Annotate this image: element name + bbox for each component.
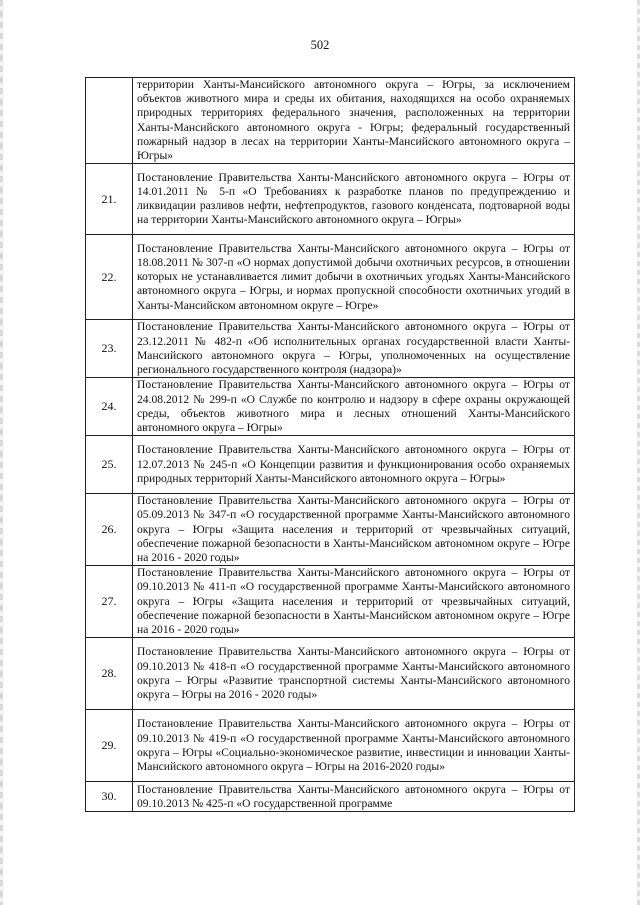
- table-row: [86, 78, 575, 164]
- row-number: 21.: [86, 164, 133, 235]
- row-number: [86, 78, 133, 164]
- row-number: 23.: [86, 320, 133, 378]
- row-text: Постановление Правительства Ханты-Мансийского автономного округа – Югры от 09.10.2013 № 419-п «О государственной программе Ханты-Мансийского автономного округа – Югры «Социально-экономическое развитие, инвестиции и инновации Ханты-Мансийского автономного округа – Югры на 2016-2020 годы»: [133, 710, 575, 782]
- row-number: 25.: [86, 436, 133, 494]
- legal-acts-table: [85, 77, 575, 812]
- row-text: территории Ханты-Мансийского автономного округа – Югры, за исключением объектов животного мира и среды их обитания, находящихся на особо охраняемых природных территориях федерального значения, расположенных на территории Ханты-Мансийского автономного округа - Югры; федеральный государственный пожарный надзор в лесах на территории Ханты-Мансийского автономного округа – Югры»: [133, 78, 575, 164]
- row-number: 24.: [86, 378, 133, 436]
- table-row: [86, 164, 575, 235]
- row-number: 26.: [86, 494, 133, 566]
- table-row: [86, 378, 575, 436]
- row-number: 22.: [86, 235, 133, 320]
- row-text: Постановление Правительства Ханты-Мансийского автономного округа – Югры от 18.08.2011 № 307-п «О нормах допустимой добычи охотничьих ресурсов, в отношении которых не устанавливается лимит добычи в охотничьих угодьях Ханты-Мансийского автономного округа – Югры, и нормах пропускной способности охотничьих угодий в Ханты-Мансийском автономном округе – Югре»: [133, 235, 575, 320]
- row-number: 28.: [86, 638, 133, 710]
- table-row: [86, 320, 575, 378]
- row-text: Постановление Правительства Ханты-Мансийского автономного округа – Югры от 09.10.2013 № 411-п «О государственной программе Ханты-Мансийского автономного округа – Югры «Защита населения и территорий от чрезвычайных ситуаций, обеспечение пожарной безопасности в Ханты-Мансийском автономном округе – Югре на 2016 - 2020 годы»: [133, 566, 575, 638]
- table-row: [86, 494, 575, 566]
- row-text: Постановление Правительства Ханты-Мансийского автономного округа – Югры от 05.09.2013 № 347-п «О государственной программе Ханты-Мансийского автономного округа – Югры «Защита населения и территорий от чрезвычайных ситуаций, обеспечение пожарной безопасности в Ханты-Мансийском автономном округе – Югре на 2016 - 2020 годы»: [133, 494, 575, 566]
- page-number: 502: [310, 38, 330, 52]
- row-text: Постановление Правительства Ханты-Мансийского автономного округа – Югры от 12.07.2013 № 245-п «О Концепции развития и функционирования особо охраняемых природных территорий Ханты-Мансийского автономного округа – Югры»: [133, 436, 575, 494]
- row-text: Постановление Правительства Ханты-Мансийского автономного округа – Югры от 24.08.2012 № 299-п «О Службе по контролю и надзору в сфере охраны окружающей среды, объектов животного мира и лесных отношений Ханты-Мансийского автономного округа – Югры»: [133, 378, 575, 436]
- table-row: [86, 638, 575, 710]
- scan-edge-left: [0, 0, 3, 905]
- row-number: 29.: [86, 710, 133, 782]
- row-text: Постановление Правительства Ханты-Мансийского автономного округа – Югры от 09.10.2013 № 418-п «О государственной программе Ханты-Мансийского автономного округа – Югры «Развитие транспортной системы Ханты-Мансийского автономного округа – Югры на 2016 - 2020 годы»: [133, 638, 575, 710]
- table-row: [86, 436, 575, 494]
- row-number: 30.: [86, 782, 133, 812]
- row-text: Постановление Правительства Ханты-Мансийского автономного округа – Югры от 09.10.2013 № 425-п «О государственной программе: [133, 782, 575, 812]
- table-row: [86, 710, 575, 782]
- table-row: [86, 782, 575, 812]
- row-text: Постановление Правительства Ханты-Мансийского автономного округа – Югры от 23.12.2011 № 482-п «Об исполнительных органах государственной власти Ханты-Мансийского автономного округа – Югры, уполномоченных на осуществление регионального государственного контроля (надзора)»: [133, 320, 575, 378]
- row-number: 27.: [86, 566, 133, 638]
- table-row: [86, 566, 575, 638]
- row-text: Постановление Правительства Ханты-Мансийского автономного округа – Югры от 14.01.2011 № 5-п «О Требованиях к разработке планов по предупреждению и ликвидации разливов нефти, нефтепродуктов, газового конденсата, подтоварной воды на территории Ханты-Мансийского автономного округа – Югры»: [133, 164, 575, 235]
- table-row: [86, 235, 575, 320]
